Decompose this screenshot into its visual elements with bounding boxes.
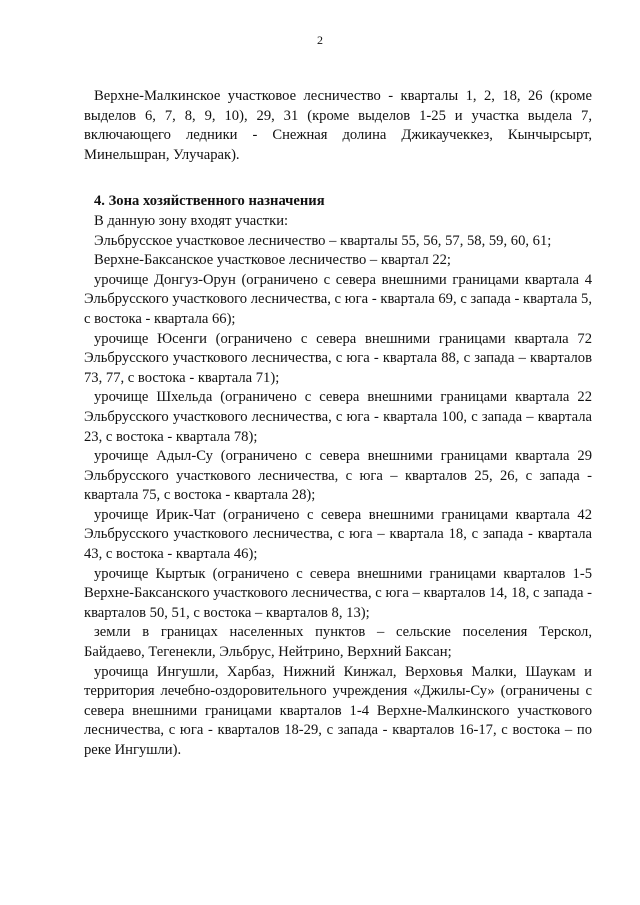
- section-paragraph: В данную зону входят участки:: [94, 212, 289, 229]
- section-paragraph: урочище Юсенги (ограничено с севера внешними границами квартала 72 Эльбрусского участкового лесничества, с юга - квартала 88, с запада – кварталов 73, 77, с востока - квартала 71);: [84, 330, 592, 386]
- page-number: 2: [317, 33, 323, 47]
- section-paragraph: урочище Ирик-Чат (ограничено с севера внешними границами квартала 42 Эльбрусского участкового лесничества, с юга – квартала 18, с запада - квартала 43, с востока - квартала 46);: [84, 506, 592, 563]
- section-heading: 4. Зона хозяйственного назначения: [94, 193, 325, 210]
- document-body: [84, 87, 592, 761]
- section-paragraph: урочище Кыртык (ограничено с севера внешними границами кварталов 1-5 Верхне-Баксанского участкового лесничества, с юга – кварталов 14, 18, с запада - кварталов 50, 51, с востока – кварталов 8, 13);: [84, 565, 592, 621]
- section-paragraph: Верхне-Баксанское участковое лесничество – квартал 22;: [94, 252, 451, 269]
- section-paragraph: урочище Шхельда (ограничено с севера внешними границами квартала 22 Эльбрусского участкового лесничества, с юга - квартала 100, с запада – квартала 23, с востока - квартала 78);: [84, 389, 592, 445]
- section-paragraph: урочища Ингушли, Харбаз, Нижний Кинжал, Верховья Малки, Шаукам и территория лечебно-оздоровительного учреждения «Джилы-Су» (ограничены с севера внешними границами кварталов 1-4 Верхне-Малкинского участкового лесничества, с юга - кварталов 18-29, с запада - кварталов 16-17, с востока – по реке Ингушли).: [84, 663, 592, 758]
- intro-paragraph: Верхне-Малкинское участковое лесничество - кварталы 1, 2, 18, 26 (кроме выделов 6, 7, 8, 9, 10), 29, 31 (кроме выделов 1-25 и участка выдела 7, включающего ледники - Снежная долина Джикаучеккез, Кынчырсырт, Минельшран, Улучарак).: [84, 88, 592, 163]
- section-gap: [84, 165, 592, 192]
- section-paragraph: урочище Адыл-Су (ограничено с севера внешними границами квартала 29 Эльбрусского участкового лесничества, с юга – кварталов 25, 26, с запада - квартала 75, с востока - квартала 28);: [84, 448, 592, 504]
- section-paragraph: земли в границах населенных пунктов – сельские поселения Терскол, Байдаево, Тегенекли, Эльбрус, Нейтрино, Верхний Баксан;: [84, 624, 592, 661]
- section-paragraph: урочище Донгуз-Орун (ограничено с севера внешними границами квартала 4 Эльбрусского участкового лесничества, с юга - квартала 69, с запада - квартала 5, с востока - квартала 66);: [84, 271, 592, 327]
- section-paragraph: Эльбрусское участковое лесничество – кварталы 55, 56, 57, 58, 59, 60, 61;: [94, 232, 552, 249]
